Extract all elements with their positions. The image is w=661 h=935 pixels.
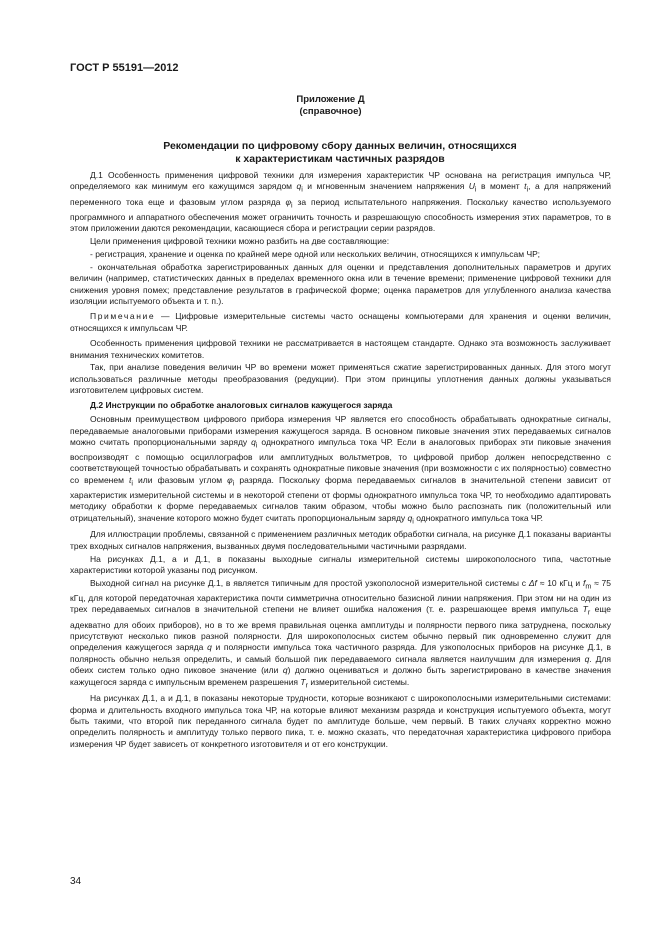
document-body <box>70 170 611 752</box>
paragraph-goals: Цели применения цифровой техники можно разбить на две составляющие: <box>90 235 390 246</box>
appendix-subtitle: (справочное) <box>299 106 362 117</box>
note-paragraph: Примечание — Цифровые измерительные системы часто оснащены компьютерами для хранения и оценки величин, относящихся к импульсам ЧР. <box>70 311 611 333</box>
paragraph-figures: На рисунках Д.1, а и Д.1, в показаны выходные сигналы измерительной системы широкополосного типа, частотные характеристики которой указаны под рисунком. <box>70 553 611 576</box>
document-title-line1: Рекомендации по цифровому сбору данных величин, относящихся <box>163 140 517 152</box>
appendix-title: Приложение Д <box>296 94 365 105</box>
document-title <box>70 140 610 166</box>
paragraph-wideband-difficulties: На рисунках Д.1, а и Д.1, в показаны некоторые трудности, которые возникают с широкополосными измерительными системами: форма и длительность входного импульса тока ЧР, на которые влияют механизм разряда и конструкция испытуемого объекта, могут быть такими, что второй пик переданного сигнала будет по амплитуде больше, чем первый. В таких случаях корректно можно определить полярность и амплитуду только первого пика, т. е. можно сказать, что передаточная характеристика цифрового прибора измерения ЧР будет зависеть от конкретного изготовителя и от его конструкции. <box>70 693 611 749</box>
list-item-processing: - окончательная обработка зарегистрированных данных для оценки и представления дополнительных параметров и других величин (например, статистических данных в пределах временного окна или в течение времени; применение цифровой техники для снижения уровня помех; представление результатов в графической форме; оценка параметров для углубленного анализа качества изоляции испытуемого объекта и т. п.). <box>70 261 611 306</box>
paragraph-illustration: Для иллюстрации проблемы, связанной с применением различных методик обработки сигнала, на рисунке Д.1 показаны варианты трех входных сигналов напряжения, вызванных двумя последовательными частичными разрядами. <box>70 529 611 551</box>
paragraph-narrowband: Выходной сигнал на рисунке Д.1, в является типичным для простой узкополосной измерительной системы с Δf ≈ 10 кГц и $f_m \approx 75$ кГц, для которой передаточная характеристика почти симметрична относительно базисной линии напряжения. При этом ни на один из трех передаваемых сигналов в значительной степени не влияет ошибка наложения (т. е. разрешающее время импульса $T_r$ еще адекватно для обоих приборов), но в то же время правильная оценка амплитуды и полярности первого пика затруднена, поскольку присутствуют несколько пиков разной полярности. Для широкополосных систем обычно первый пик одновременно служит для определения кажущегося заряда q и полярности импульса тока частичного разряда. Для узкополосных приборов на рисунке Д.1, в полярность обычно нельзя определить, и самый большой пик передаваемого сигнала является наилучшим для измерения q. Для обеих систем только одно пиковое значение (или q) должно оцениваться и должно быть зарегистрировано в качестве значения кажущегося заряда с импульсным временем разрешения $T_r$ измерительной системы. <box>70 577 611 690</box>
paragraph-scope: Особенность применения цифровой техники не рассматривается в настоящем стандарте. Однако эта возможность заслуживает внимания технических комитетов. <box>70 338 611 360</box>
standard-header: ГОСТ Р 55191—2012 <box>70 62 179 74</box>
paragraph-advantage: Основным преимуществом цифрового прибора измерения ЧР является его способность обрабатывать однократные сигналы, передаваемые аналоговыми приборами измерения кажущегося заряда. В основном пиковые значения этих передаваемых сигналов можно считать пропорциональными заряду $q_i$ однократного импульса тока ЧР. Если в аналоговых приборах эти пиковые значения воспроизводят с помощью осциллографов или амплитудных вольтметров, то цифровой прибор должен непосредственно с соответствующей точностью обрабатывать и сохранять однократные пиковые значения (при возможности с их полярностью) совместно со временем $t_i$ или фазовым углом $\varphi_i$ разряда. Поскольку форма передаваемых сигналов в значительной степени зависит от характеристик измерительной системы и в некоторой степени от формы однократного импульса тока ЧР, то необходимо адаптировать методику обработки к форме передаваемых сигналов таким образом, чтобы можно было распознать пик (положительный или отрицательный), значение которого можно будет считать пропорциональным заряду $q_i$ однократного импульса тока ЧР. <box>70 414 611 526</box>
section-heading-d2: Д.2 Инструкции по обработке аналоговых сигналов кажущегося заряда <box>90 399 393 410</box>
note-label: Примечание <box>90 311 156 322</box>
page-number: 34 <box>70 876 82 887</box>
paragraph-compression: Так, при анализе поведения величин ЧР во времени может применяться сжатие зарегистрированных данных. Для этого могут использоваться различные методы преобразования (редукции). При этом принципы уплотнения данных должны указываться изготовителем цифровых систем. <box>70 362 611 396</box>
document-title-line2: к характеристикам частичных разрядов <box>235 153 445 165</box>
paragraph-d1: Д.1 Особенность применения цифровой техники для измерения характеристик ЧР основана на регистрация импульса ЧР, определяемого как минимум его кажущимся зарядом $q_i$ и мгновенным значением напряжения $U_i$ в момент $t_i$, а для напряжений переменного тока еще и фазовым углом разряда $\varphi_i$ за период испытательного напряжения. Поскольку качество используемого программного и аппаратного обеспечения может ограничить точность и разрешающую способность измерения этих параметров, то в этом приложении даются рекомендации, касающиеся сбора и регистрации серии разрядов. <box>70 170 611 233</box>
list-item-registration: - регистрация, хранение и оценка по крайней мере одной или нескольких величин, относящихся к импульсам ЧР; <box>90 248 540 259</box>
